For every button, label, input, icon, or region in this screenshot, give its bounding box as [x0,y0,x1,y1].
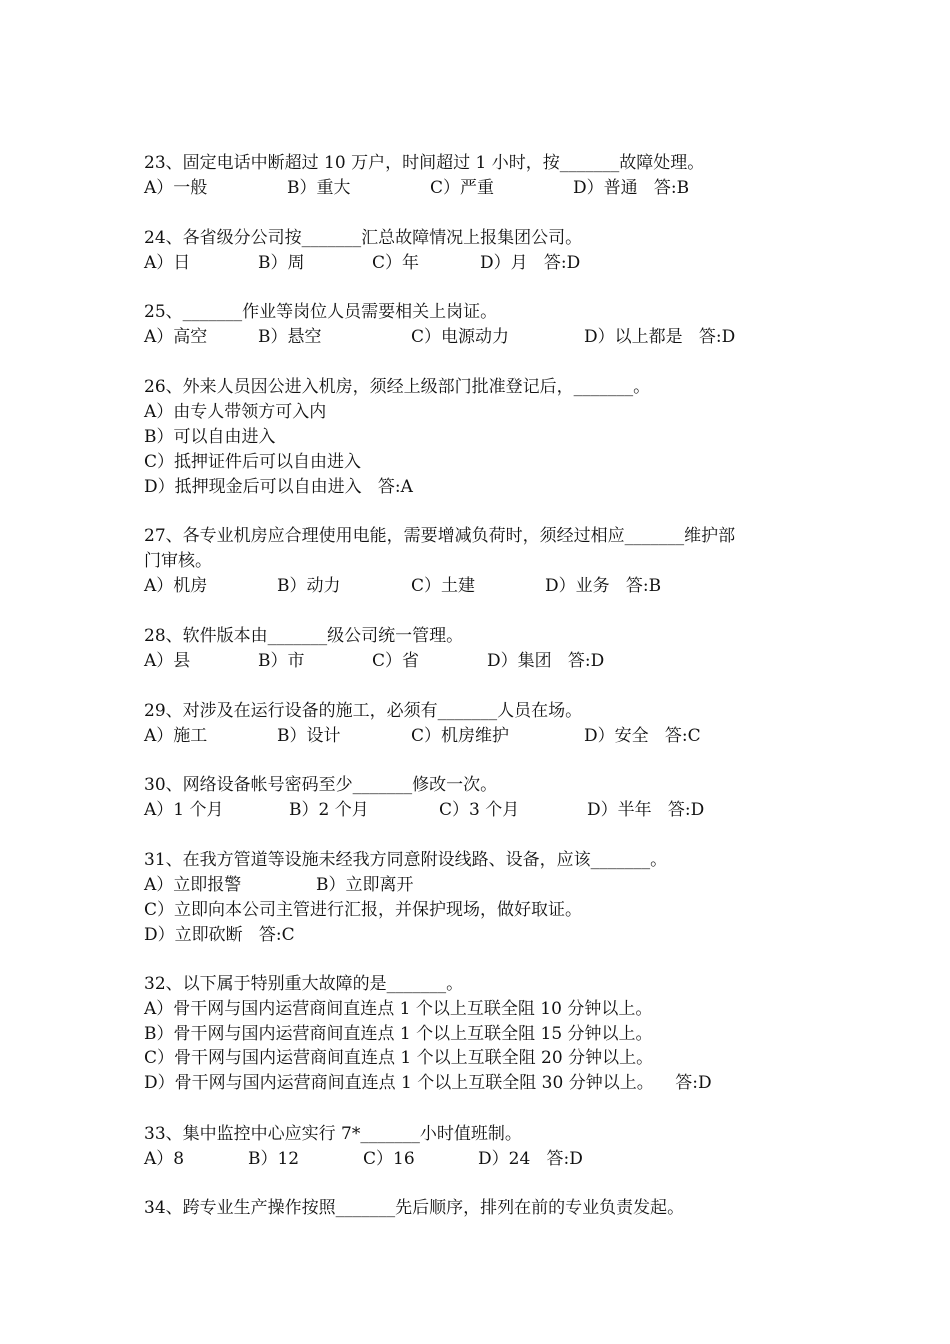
question-29-option-a: A）施工 [144,726,208,746]
question-31-option-a: A）立即报警 [144,875,242,895]
question-28-stem: 28、软件版本由_______级公司统一管理。 [144,626,464,646]
question-24-stem: 24、各省级分公司按_______汇总故障情况上报集团公司。 [144,228,583,248]
question-34-stem: 34、跨专业生产操作按照_______先后顺序，排列在前的专业负责发起。 [144,1198,685,1218]
question-28-option-b: B）市 [258,651,305,671]
question-28-option-a: A）县 [144,651,191,671]
question-29-option-b: B）设计 [277,726,341,746]
question-28-option-d: D）集团 答:D [487,651,605,671]
question-31-option-b: B）立即离开 [316,875,414,895]
question-27-option-a: A）机房 [144,576,208,596]
question-30-stem: 30、网络设备帐号密码至少_______修改一次。 [144,775,498,795]
question-32-option-a: A）骨干网与国内运营商间直连点 1 个以上互联全阻 10 分钟以上。 [144,999,653,1019]
question-32-stem: 32、以下属于特别重大故障的是_______。 [144,974,464,994]
question-24-option-b: B）周 [258,253,305,273]
question-30-option-b: B）2 个月 [289,800,369,820]
question-25-stem: 25、_______作业等岗位人员需要相关上岗证。 [144,302,498,322]
question-33-option-a: A）8 [144,1149,185,1169]
question-24-option-d: D）月 答:D [480,253,581,273]
question-30-option-a: A）1 个月 [144,800,224,820]
question-31-option-c: C）立即向本公司主管进行汇报，并保护现场，做好取证。 [144,900,583,920]
question-29-stem: 29、对涉及在运行设备的施工，必须有_______人员在场。 [144,701,583,721]
question-23-option-d: D）普通 答:B [573,178,690,198]
question-23-option-b: B）重大 [287,178,351,198]
question-33-option-c: C）16 [363,1149,415,1169]
question-24-option-c: C）年 [372,253,420,273]
question-25-option-b: B）悬空 [258,327,322,347]
question-27-stem-line-1: 27、各专业机房应合理使用电能，需要增减负荷时，须经过相应_______维护部 [144,526,736,546]
question-31-stem: 31、在我方管道等设施未经我方同意附设线路、设备，应该_______。 [144,850,668,870]
question-33-option-b: B）12 [248,1149,300,1169]
question-25-option-c: C）电源动力 [411,327,510,347]
question-27-option-b: B）动力 [277,576,341,596]
question-26-option-c: C）抵押证件后可以自由进入 [144,452,362,472]
question-31-option-d: D）立即砍断 答:C [144,925,295,945]
question-32-option-b: B）骨干网与国内运营商间直连点 1 个以上互联全阻 15 分钟以上。 [144,1024,653,1044]
question-30-option-c: C）3 个月 [439,800,520,820]
question-28-option-c: C）省 [372,651,420,671]
question-23-option-c: C）严重 [430,178,495,198]
question-33-option-d: D）24 答:D [478,1149,583,1169]
question-25-option-d: D）以上都是 答:D [584,327,736,347]
question-32-option-d: D）骨干网与国内运营商间直连点 1 个以上互联全阻 30 分钟以上。 答:D [144,1073,712,1093]
question-27-option-c: C）土建 [411,576,476,596]
question-26-stem: 26、外来人员因公进入机房，须经上级部门批准登记后，_______。 [144,377,651,397]
question-33-stem: 33、集中监控中心应实行 7*_______小时值班制。 [144,1124,522,1144]
question-32-option-c: C）骨干网与国内运营商间直连点 1 个以上互联全阻 20 分钟以上。 [144,1048,654,1068]
question-23-option-a: A）一般 [144,178,208,198]
question-23-stem: 23、固定电话中断超过 10 万户，时间超过 1 小时，按_______故障处理。 [144,153,705,173]
question-29-option-d: D）安全 答:C [584,726,701,746]
question-25-option-a: A）高空 [144,327,208,347]
question-24-option-a: A）日 [144,253,191,273]
question-27-stem-line-2: 门审核。 [144,551,212,571]
question-30-option-d: D）半年 答:D [587,800,705,820]
question-26-option-a: A）由专人带领方可入内 [144,402,327,422]
question-26-option-b: B）可以自由进入 [144,427,276,447]
question-26-option-d: D）抵押现金后可以自由进入 答:A [144,477,413,497]
question-29-option-c: C）机房维护 [411,726,510,746]
question-27-option-d: D）业务 答:B [545,576,662,596]
